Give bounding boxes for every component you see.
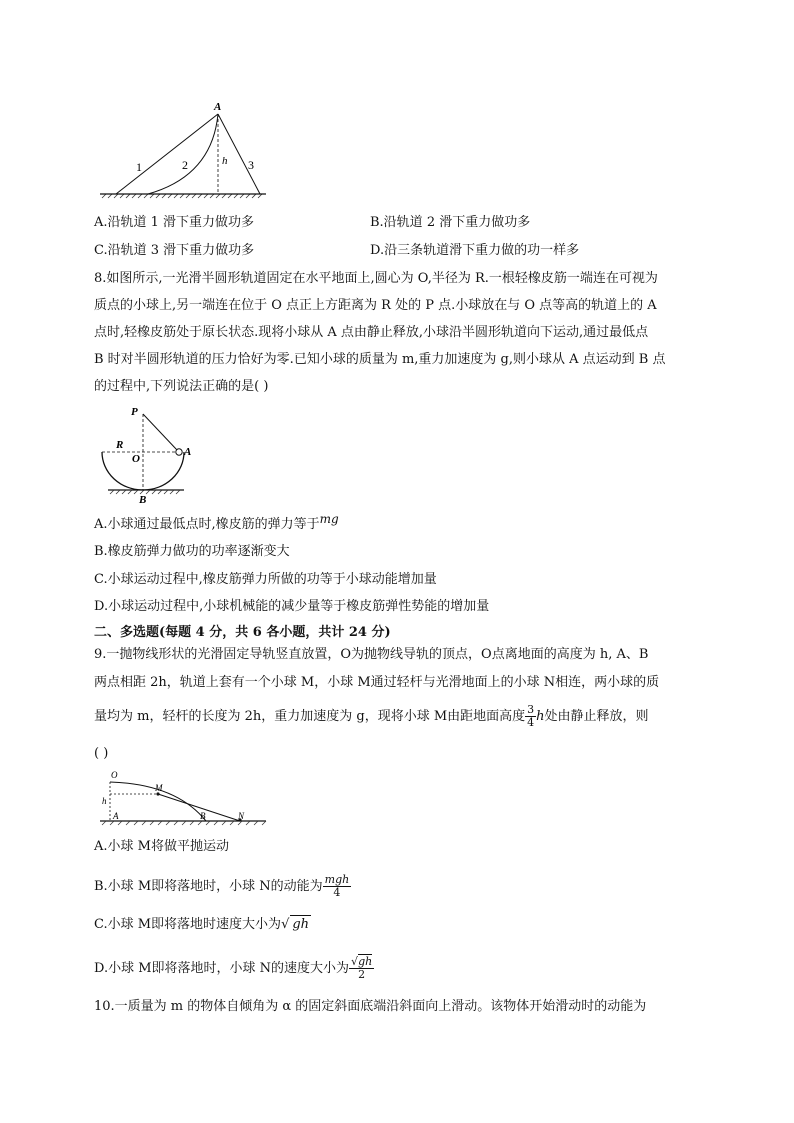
q7-option-b: B.沿轨道 2 滑下重力做功多: [370, 215, 531, 230]
q8-option-d: D.小球运动过程中,小球机械能的减少量等于橡皮筋弹性势能的增加量: [94, 599, 490, 614]
sqrt-gh: gh: [292, 917, 310, 932]
label-O: O: [111, 770, 118, 780]
q8-line-4: B 时对半圆形轨道的压力恰好为零.已知小球的质量为 m,重力加速度为 g,则小球从 A 点运动到 B 点: [94, 352, 666, 367]
label-M: M: [155, 783, 163, 793]
q9-line-3-end: 处由静止释放，则: [544, 709, 649, 724]
q9-option-b: [94, 874, 351, 899]
label-track-3: 3: [248, 158, 254, 172]
q9-line-1: 9.一抛物线形状的光滑固定导轨竖直放置，O为抛物线导轨的顶点，O点离地面的高度为 h, A、B: [94, 647, 649, 662]
q9-line-3-text: 量均为 m，轻杆的长度为 2h，重力加速度为 g，现将小球 M由距地面高度: [94, 709, 526, 724]
fraction-3-4: $\frac{3}{4}$: [527, 703, 535, 729]
q9-option-c: [94, 915, 311, 934]
ground-hatch: [102, 194, 262, 198]
label-A: A: [113, 811, 119, 821]
q10-line-1: 10.一质量为 m 的物体自倾角为 α 的固定斜面底端沿斜面向上滑动。该物体开始滑动时的动能为: [94, 999, 647, 1014]
track-2: [148, 114, 218, 194]
label-track-1: 1: [136, 160, 142, 174]
q8-line-2: 质点的小球上,另一端连在位于 O 点正上方距离为 R 处的 P 点.小球放在与 O 点等高的轨道上的 A: [94, 298, 657, 313]
ball: [176, 449, 182, 455]
q8-option-a: [94, 512, 339, 534]
q9-option-d-text: D.小球 M即将落地时，小球 N的速度大小为: [94, 961, 350, 976]
q9-line-4: ( ): [94, 746, 109, 761]
q7-option-d: D.沿三条轨道滑下重力做的功一样多: [370, 243, 580, 258]
light-rod: [158, 794, 240, 821]
sqrt-sign: √: [281, 917, 290, 932]
q9-option-a: A.小球 M将做平抛运动: [94, 839, 229, 854]
q8-option-c: C.小球运动过程中,橡皮筋弹力所做的功等于小球动能增加量: [94, 572, 437, 587]
section-2-heading: 二、多选题(每题 4 分，共 6 各小题，共计 24 分): [94, 625, 391, 640]
track-1: [116, 114, 218, 194]
q8-option-b: B.橡皮筋弹力做功的功率逐渐变大: [94, 544, 290, 559]
label-R: R: [116, 439, 124, 451]
q8-option-a-mg: mg: [319, 512, 339, 526]
label-A: A: [214, 101, 222, 113]
label-N: N: [238, 811, 245, 821]
q9-h: h: [536, 709, 545, 724]
q9-option-b-text: B.小球 M即将落地时，小球 N的动能为: [94, 879, 323, 894]
q8-line-1: 8.如图所示,一光滑半圆形轨道固定在水平地面上,圆心为 O,半径为 R.一根轻橡皮筋一端连在可视为: [94, 271, 658, 286]
q7-option-a: A.沿轨道 1 滑下重力做功多: [94, 215, 255, 230]
rubber-band: [143, 414, 177, 450]
figure-q9-parabola: [100, 768, 270, 830]
fraction-mgh-4: $\frac{\text{mgh}}{4}$: [324, 873, 350, 899]
label-A: A: [184, 446, 192, 458]
sqrt-sign: √: [351, 955, 359, 968]
q9-option-c-text: C.小球 M即将落地时速度大小为: [94, 917, 282, 932]
q8-option-a-text: A.小球通过最低点时,橡皮筋的弹力等于: [94, 517, 320, 532]
label-B: B: [139, 494, 147, 506]
label-O: O: [132, 453, 140, 465]
q9-option-d: [94, 956, 374, 981]
figure-q7-tracks: [100, 98, 270, 202]
q7-option-c: C.沿轨道 3 滑下重力做功多: [94, 243, 255, 258]
label-B: B: [200, 811, 206, 821]
fraction-sqrt-gh-2: $\frac{√gh}{2}$: [351, 955, 373, 981]
label-track-2: 2: [182, 158, 188, 172]
q8-line-3: 点时,轻橡皮筋处于原长状态.现将小球从 A 点由静止释放,小球沿半圆形轨道向下运动,通过最低点: [94, 325, 649, 340]
q9-line-3: [94, 704, 649, 729]
q8-line-5: 的过程中,下列说法正确的是( ): [94, 379, 269, 394]
label-P: P: [131, 406, 138, 418]
label-h: h: [102, 796, 107, 806]
track-3: [218, 114, 260, 194]
figure-q8-semicircle: [98, 402, 208, 506]
label-h: h: [222, 155, 228, 167]
q9-line-2: 两点相距 2h，轨道上套有一个小球 M，小球 M通过轻杆与光滑地面上的小球 N相连，两小球的质: [94, 675, 660, 690]
